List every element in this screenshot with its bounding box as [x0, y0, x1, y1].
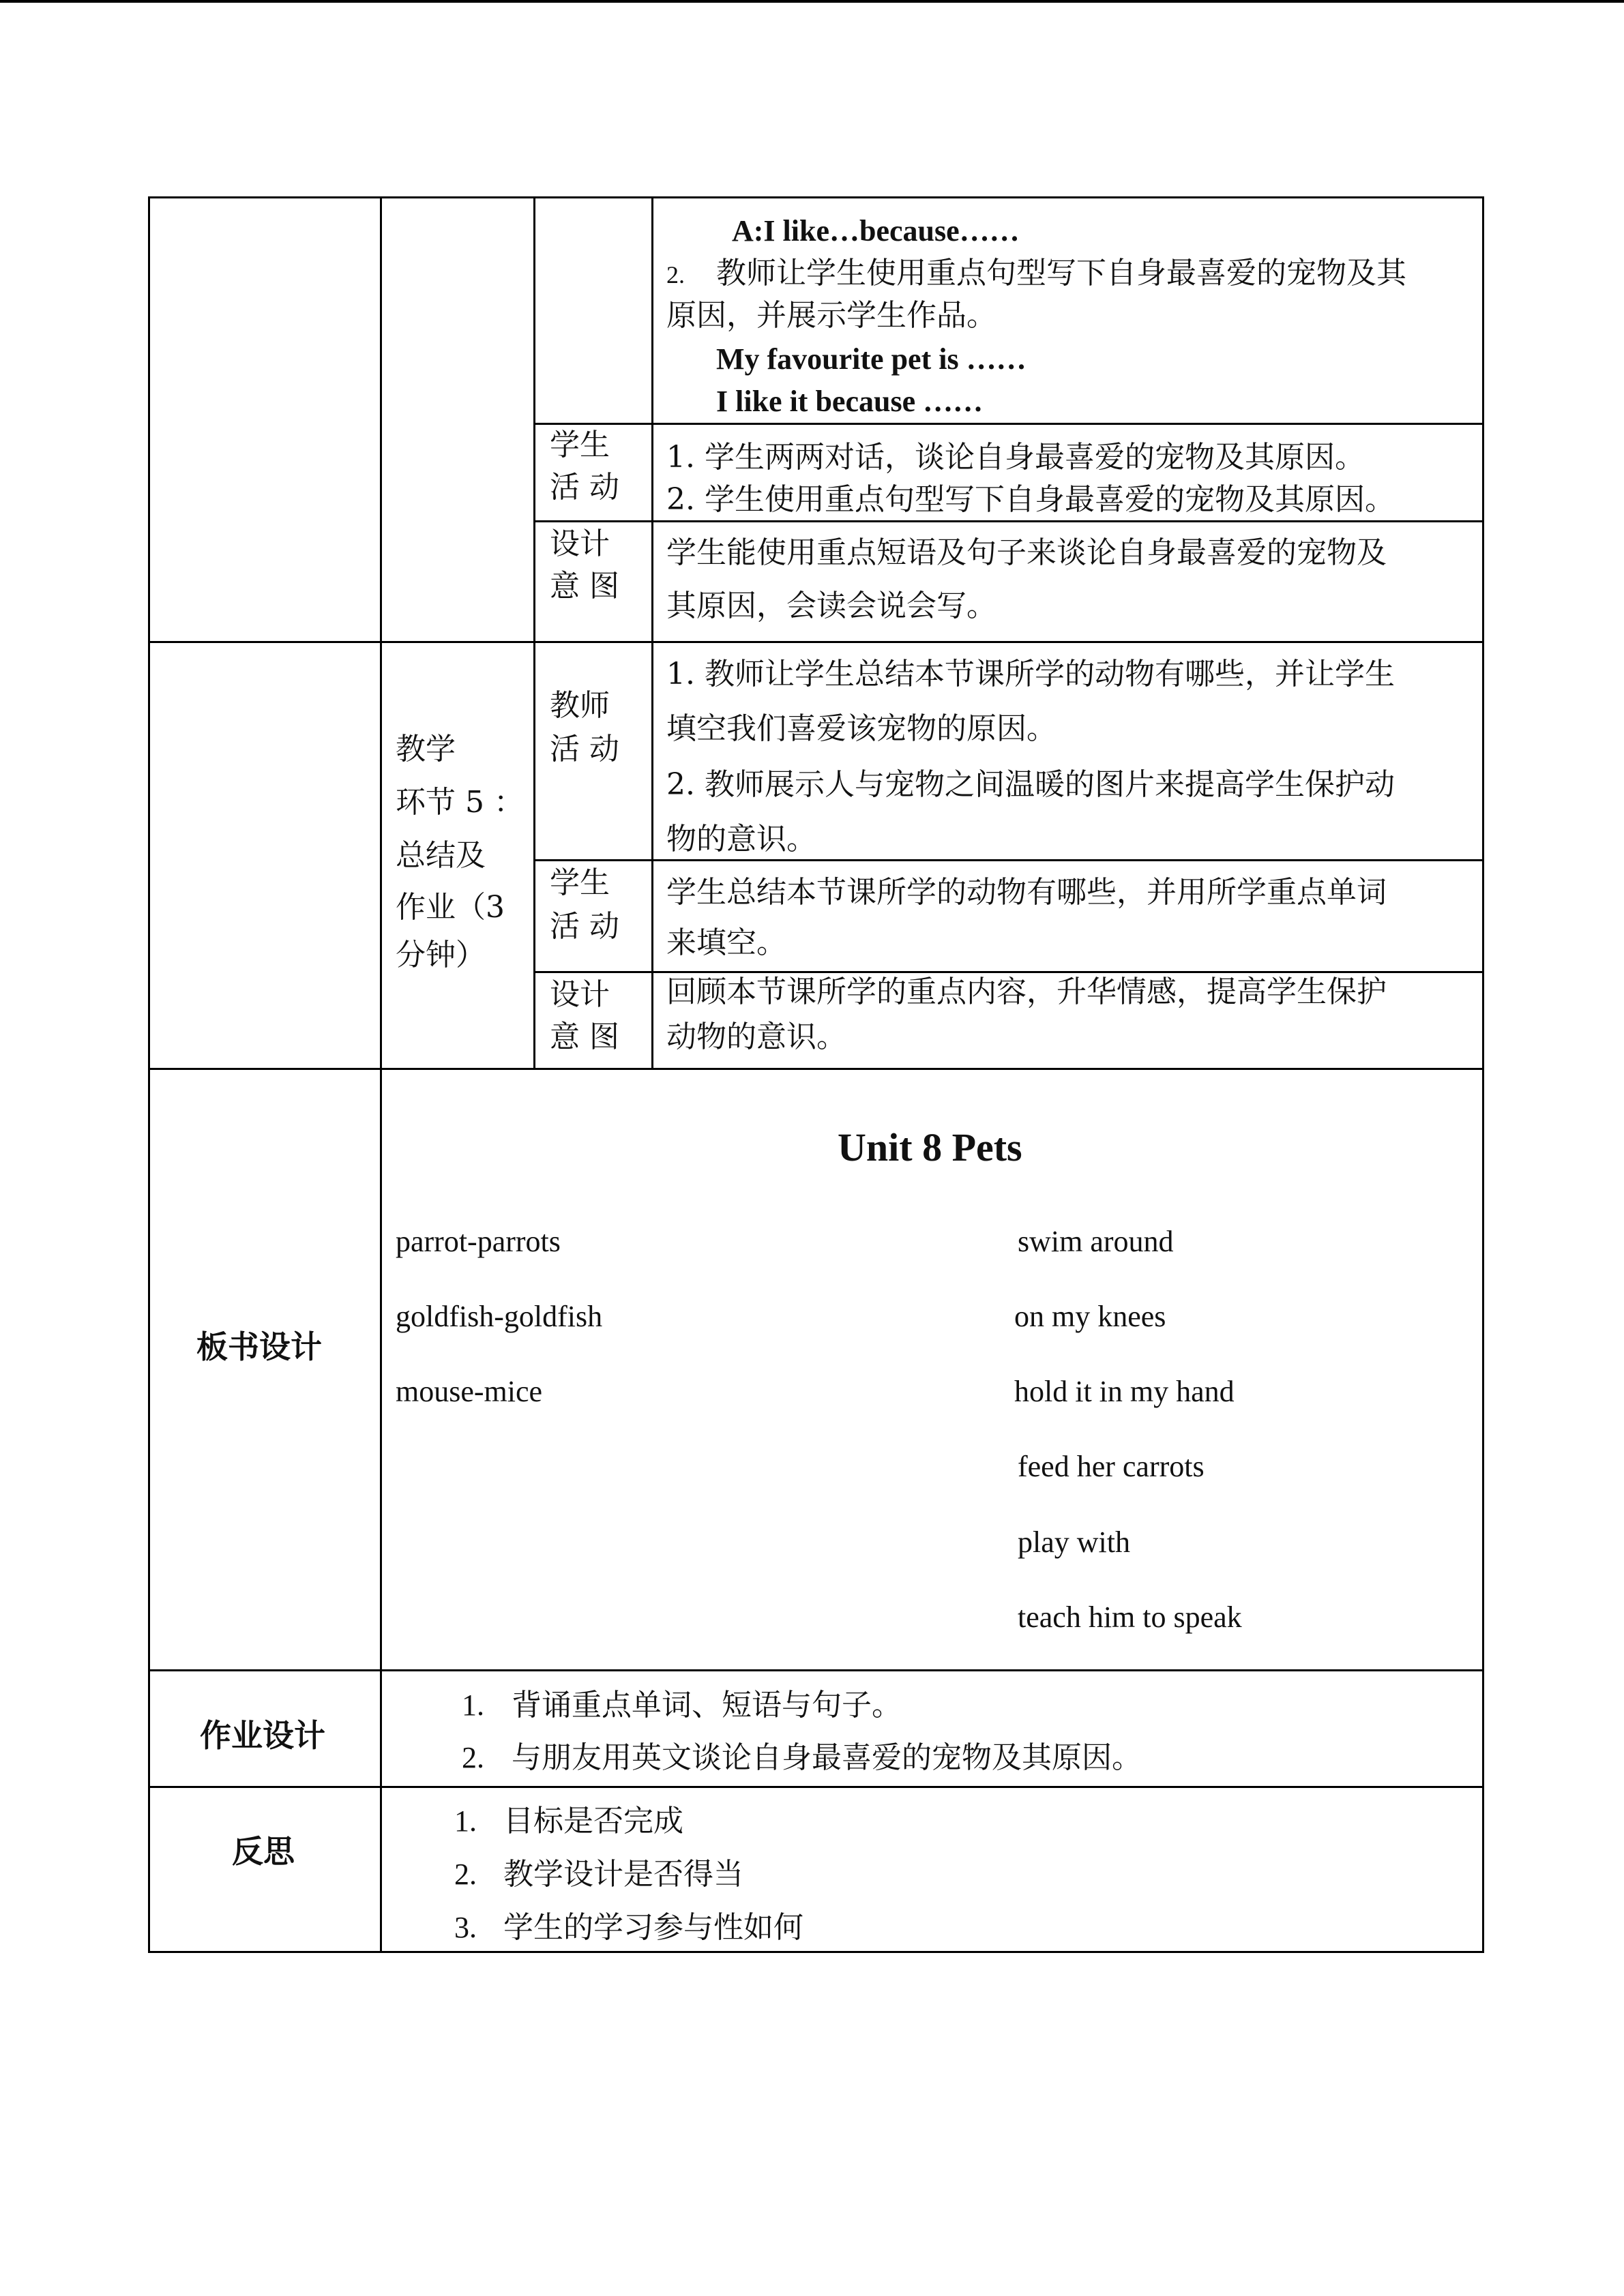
- reflection-item: 目标是否完成: [503, 1804, 683, 1838]
- board-right-item: play with: [1018, 1525, 1130, 1559]
- s4-student-line: 1. 学生两两对话，谈论自身最喜爱的宠物及其原因。: [666, 440, 1365, 475]
- s5-student-label: 活 动: [550, 909, 619, 944]
- board-label: 板书设计: [196, 1328, 322, 1365]
- board-title: Unit 8 Pets: [838, 1125, 1022, 1169]
- reflection-number: 3.: [454, 1911, 477, 1944]
- column-border: [380, 196, 382, 1953]
- s5-stage-line: 分钟）: [396, 938, 486, 972]
- s4-teacher-line: 教师让学生使用重点句型写下自身最喜爱的宠物及其: [716, 256, 1406, 290]
- s5-stage-line: 作业（3: [396, 890, 505, 925]
- s4-design-line: 学生能使用重点短语及句子来谈论自身最喜爱的宠物及: [666, 535, 1387, 570]
- homework-item: 背诵重点单词、短语与句子。: [512, 1688, 902, 1723]
- column-border: [1482, 196, 1484, 1953]
- reflection-number: 1.: [454, 1804, 477, 1838]
- s4-design-line: 其原因，会读会说会写。: [666, 588, 996, 623]
- s4-teacher-line: A:I like…because……: [732, 214, 1020, 248]
- board-right-item: feed her carrots: [1018, 1450, 1205, 1483]
- board-right-item: swim around: [1018, 1225, 1174, 1258]
- row-border: [148, 1669, 1484, 1671]
- reflection-item: 教学设计是否得当: [503, 1857, 743, 1892]
- reflection-label: 反思: [232, 1833, 295, 1870]
- row-border: [148, 196, 1484, 198]
- s5-teacher-line: 2. 教师展示人与宠物之间温暖的图片来提高学生保护动: [666, 767, 1395, 802]
- board-left-item: goldfish-goldfish: [396, 1300, 603, 1333]
- row-border: [148, 641, 1484, 643]
- homework-label: 作业设计: [200, 1717, 325, 1754]
- s5-design-line: 回顾本节课所学的重点内容，升华情感，提高学生保护: [666, 974, 1387, 1009]
- board-left-item: parrot-parrots: [396, 1225, 561, 1258]
- s5-student-label: 学生: [550, 865, 610, 900]
- row-border: [533, 423, 1484, 425]
- s4-teacher-line: I like it because ……: [716, 385, 984, 418]
- homework-number: 1.: [462, 1688, 484, 1722]
- s5-teacher-label: 活 动: [550, 732, 619, 766]
- s4-student-label: 活 动: [550, 470, 619, 505]
- s5-student-line: 来填空。: [666, 925, 786, 960]
- row-border: [148, 1951, 1484, 1953]
- reflection-item: 学生的学习参与性如何: [503, 1910, 803, 1945]
- s5-student-line: 学生总结本节课所学的动物有哪些，并用所学重点单词: [666, 875, 1387, 910]
- s5-design-label: 意 图: [550, 1019, 619, 1054]
- s4-student-label: 学生: [550, 428, 610, 462]
- s5-teacher-line: 1. 教师让学生总结本节课所学的动物有哪些，并让学生: [666, 657, 1395, 691]
- board-right-item: hold it in my hand: [1014, 1375, 1235, 1408]
- homework-item: 与朋友用英文谈论自身最喜爱的宠物及其原因。: [512, 1740, 1142, 1775]
- reflection-number: 2.: [454, 1858, 477, 1891]
- s5-teacher-label: 教师: [550, 688, 610, 723]
- row-border: [148, 1786, 1484, 1788]
- column-border: [148, 196, 150, 1953]
- s5-teacher-line: 填空我们喜爱该宠物的原因。: [666, 711, 1057, 746]
- s5-design-label: 设计: [550, 977, 610, 1012]
- s5-teacher-line: 物的意识。: [666, 822, 816, 856]
- s4-teacher-line: 原因，并展示学生作品。: [666, 298, 996, 333]
- s5-stage-line: 总结及: [396, 838, 486, 873]
- column-border: [533, 196, 535, 1070]
- s4-student-line: 2. 学生使用重点句型写下自身最喜爱的宠物及其原因。: [666, 482, 1395, 517]
- s4-design-label: 意 图: [550, 569, 619, 603]
- homework-number: 2.: [462, 1741, 484, 1774]
- board-right-item: teach him to speak: [1018, 1600, 1242, 1634]
- s4-design-label: 设计: [550, 526, 610, 561]
- s5-stage-line: 教学: [396, 732, 456, 766]
- s4-teacher-line: My favourite pet is ……: [716, 342, 1027, 376]
- board-right-item: on my knees: [1014, 1300, 1166, 1333]
- board-left-item: mouse-mice: [396, 1375, 543, 1408]
- s5-design-line: 动物的意识。: [666, 1019, 846, 1054]
- s5-stage-line: 环节 5 ：: [396, 785, 524, 820]
- s4-teacher-line-number: 2.: [666, 261, 685, 288]
- row-border: [148, 1068, 1484, 1070]
- column-border: [651, 196, 653, 1070]
- page-top-border: [0, 0, 1624, 3]
